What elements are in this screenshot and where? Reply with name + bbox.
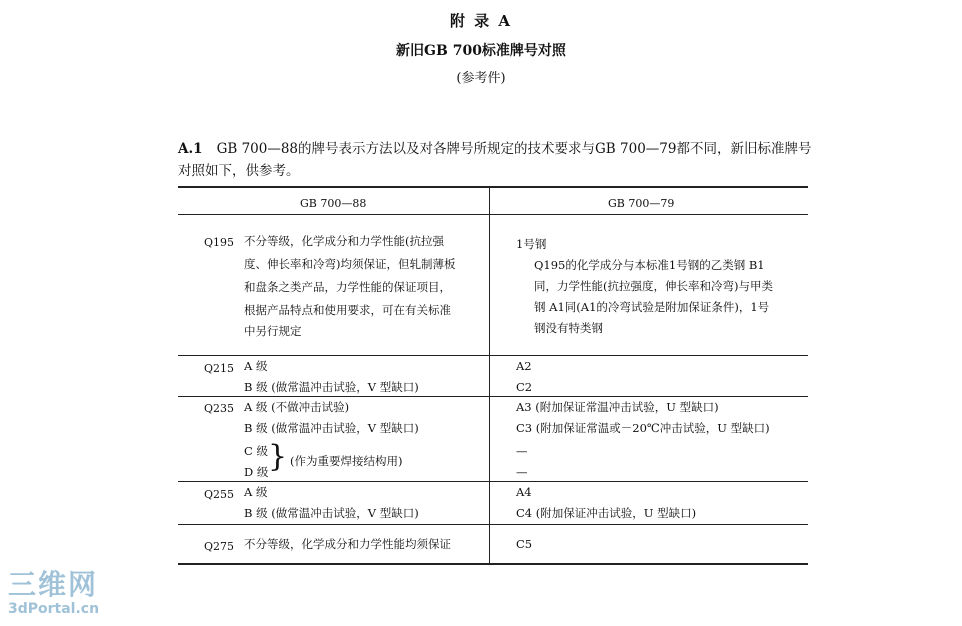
intro-paragraph [178,138,818,182]
q275-new: 不分等级，化学成分和力学性能均须保证 [244,537,451,551]
table-top-rule [178,186,808,188]
brace-symbol: } [268,439,288,474]
q215-old-a: A2 [516,359,532,373]
grade-label: Q235 [204,402,235,415]
watermark-text: 三维网 [8,568,99,601]
appendix-heading: 附 录 A [449,12,513,30]
q215-old-b: C2 [516,380,533,394]
column-header-old: GB 700—79 [608,197,675,210]
table-bottom-rule [178,563,808,565]
grade-label: Q215 [204,362,235,375]
q195-new-line: 不分等级，化学成分和力学性能(抗拉强 [244,234,444,248]
clause-number: A.1 [178,141,203,157]
watermark-url: 3dPortal.cn [8,601,100,617]
q255-old-a: A4 [516,485,532,499]
q195-new-line: 度、伸长率和冷弯)均须保证，但轧制薄板 [244,257,456,271]
q235-cd-note: (作为重要焊接结构用) [290,454,403,468]
q255-grade-b: B 级 (做常温冲击试验，V 型缺口) [244,506,419,520]
clause-text: GB 700—88的牌号表示方法以及对各牌号所规定的技术要求与GB 700—79都不同，新旧标准牌号对照如下，供参考。 [178,141,812,179]
q235-grade-a: A 级 (不做冲击试验) [244,400,350,414]
q195-new-line: 和盘条之类产品，力学性能的保证项目， [244,280,451,294]
document-subtitle: (参考件) [456,71,506,86]
q235-old-c: — [516,444,528,458]
watermark-logo [8,570,99,618]
q255-old-b: C4 (附加保证冲击试验，U 型缺口) [516,506,697,520]
grade-label: Q255 [204,488,235,501]
q195-old-line: 钢 A1同(A1的冷弯试验是附加保证条件)，1号 [534,300,770,314]
table-header-rule [178,214,808,215]
q195-new-line: 中另行规定 [244,324,302,338]
q195-old-title: 1号钢 [516,237,547,251]
grade-label: Q275 [204,540,235,553]
q235-old-b: C3 (附加保证常温或－20℃冲击试验，U 型缺口) [516,421,770,435]
q235-grade-d: D 级 [244,465,269,479]
grade-label: Q195 [204,236,235,249]
document-title: 新旧GB 700标准牌号对照 [396,43,566,59]
q235-grade-c: C 级 [244,444,268,458]
row-divider [178,481,808,482]
q195-new-line: 根据产品特点和使用要求，可在有关标准 [244,303,451,317]
q195-old-line: 钢没有特类钢 [534,321,603,335]
row-divider [178,524,808,525]
q215-grade-a: A 级 [244,359,268,373]
q235-grade-b: B 级 (做常温冲击试验，V 型缺口) [244,421,419,435]
q215-grade-b: B 级 (做常温冲击试验，V 型缺口) [244,380,419,394]
q275-old: C5 [516,537,533,551]
q255-grade-a: A 级 [244,485,268,499]
q195-old-line: 同，力学性能(抗拉强度，伸长率和冷弯)与甲类 [534,279,773,293]
column-header-new: GB 700—88 [300,197,367,210]
q235-old-a: A3 (附加保证常温冲击试验，U 型缺口) [516,400,719,414]
table-column-divider [489,186,490,564]
q195-old-line: Q195的化学成分与本标准1号钢的乙类钢 B1 [534,258,765,272]
q235-old-d: — [516,465,528,479]
row-divider [178,355,808,356]
